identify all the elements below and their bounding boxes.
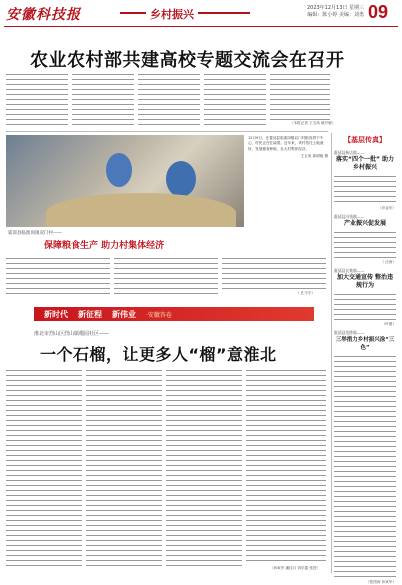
- photo-story-column-1: [6, 256, 110, 296]
- sidebar-item-kicker: 霍邱县新店镇——: [334, 150, 365, 155]
- photo-grain-pile: [46, 193, 236, 227]
- sidebar-item-title: 加大交通宣传 整治违规行为: [336, 274, 394, 289]
- lead-byline: （本报记者 王玉凤 姚开敏）: [290, 121, 336, 125]
- photo-story-column-3: [222, 256, 326, 290]
- photo-figure-1: [106, 153, 132, 187]
- caption-credit: 王玉凤 姜明镜 摄: [300, 154, 328, 159]
- date-info: [300, 5, 364, 19]
- sidebar-item-body: [334, 354, 396, 580]
- sidebar-item-body: [334, 292, 396, 322]
- top-divider: [4, 26, 398, 27]
- section-title: 乡村振兴: [146, 6, 198, 22]
- banner-word-3: 新伟业: [112, 309, 136, 319]
- sidebar-item-title: 产业振兴促发展: [343, 220, 386, 227]
- feature-column-3: [166, 368, 242, 568]
- photo-story-headline: 保障粮食生产 助力村集体经济: [44, 241, 165, 251]
- page-number: 09: [368, 2, 389, 22]
- photo-figure-2: [166, 161, 196, 197]
- sidebar-item-body: [334, 174, 396, 206]
- lead-divider: [6, 131, 328, 132]
- lead-column-3: [138, 72, 200, 126]
- photo-story-kicker: 霍邱县临淮岗镇双门村——: [8, 231, 62, 236]
- feature-kicker: 淮北市烈山区烈山镇榴园社区——: [34, 331, 110, 337]
- lead-column-4: [204, 72, 266, 126]
- sidebar-item-kicker: 霍邱县冯瓴镇——: [334, 214, 365, 219]
- feature-headline: 一个石榴，让更多人“榴”意淮北: [40, 345, 277, 364]
- lead-column-5: [270, 72, 330, 122]
- sidebar-item: [334, 268, 396, 327]
- sidebar-item-credit: （乔业东）: [378, 206, 396, 210]
- banner-tag: ·安徽答卷: [146, 311, 172, 319]
- sidebar-badge-text: 【基层传真】: [344, 136, 386, 144]
- photo-story-byline: （ 孔令宇）: [296, 291, 316, 295]
- sidebar-badge: [334, 133, 396, 147]
- sidebar-item-body: [334, 230, 396, 260]
- sidebar-item-kicker: 霍邱县长集镇——: [334, 268, 365, 273]
- lead-headline: 农业农村部共建高校专题交流会在召开: [30, 50, 345, 71]
- feature-column-4: [246, 368, 326, 564]
- date-line: 2023年12月13日 星期三: [306, 5, 364, 11]
- caption-text: 12月9日，在霍邱县临淮岗镇双门村粮食烘干中心，村民正在忙碌着。近年来，该村依托土地流转，发展粮食种植，壮大村集体经济。: [248, 136, 324, 151]
- photo-story-column-2: [114, 256, 218, 296]
- news-photo: [6, 135, 244, 227]
- feature-column-2: [86, 368, 162, 568]
- banner-word-1: 新时代: [44, 309, 68, 319]
- banner-word-2: 新征程: [78, 309, 102, 319]
- sidebar-item-credit: （叶德）: [381, 322, 396, 326]
- lead-column-2: [72, 72, 134, 126]
- sidebar-item: [334, 150, 396, 211]
- sidebar-item: [334, 214, 396, 265]
- sidebar-item: [334, 330, 396, 585]
- feature-column-1: [6, 368, 82, 568]
- feature-byline: （孙寅华 潘佳月 刘乐霞 张进）: [270, 566, 321, 570]
- lead-column-1: [6, 72, 68, 126]
- newspaper-logo: 安徽科技报: [6, 7, 81, 23]
- sidebar-divider: [331, 133, 332, 573]
- sidebar-item-credit: （张国涛 孙寅华）: [366, 580, 396, 584]
- editor-line: 编辑：陈小婷 美编：刘勇: [307, 12, 364, 18]
- photo-caption: [248, 136, 328, 224]
- sidebar-item-title: 三举措力乡村振兴涂“三色”: [335, 337, 395, 351]
- theme-banner: [34, 307, 314, 321]
- sidebar-item-title: 落实“四个一批” 助力乡村振兴: [336, 156, 394, 171]
- sidebar-item-kicker: 霍邱县范桥镇——: [334, 330, 365, 335]
- sidebar-item-credit: （ 汪涛）: [380, 260, 396, 264]
